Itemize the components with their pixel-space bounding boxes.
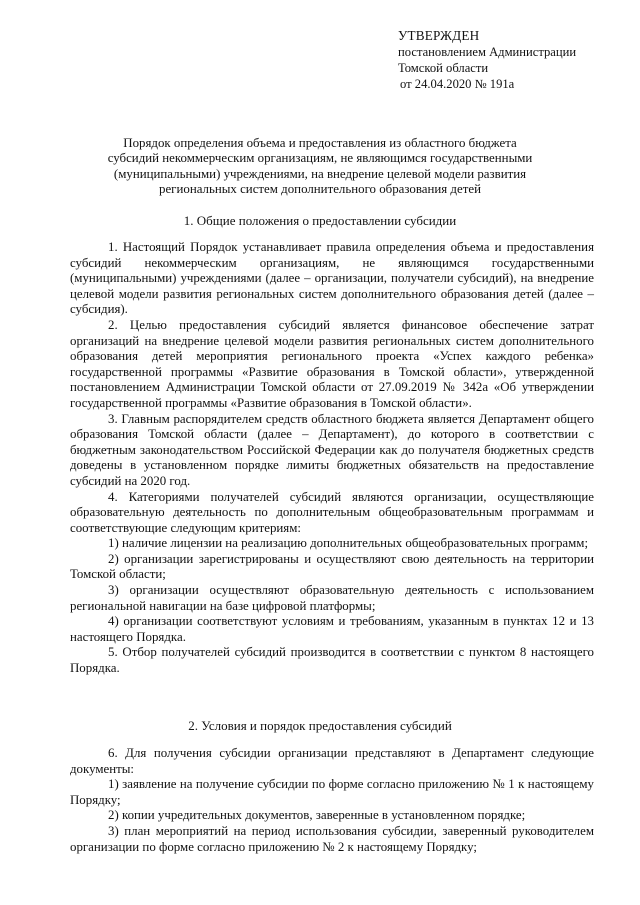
title-line: (муниципальными) учреждениями, на внедрение целевой модели развития — [113, 166, 527, 181]
paragraph: 6. Для получения субсидии организации представляют в Департамент следующие документы: — [70, 746, 594, 776]
paragraph: 4) организации соответствуют условиям и требованиям, указанным в пунктах 12 и 13 настоящего Порядка. — [70, 614, 594, 644]
approval-stamp — [398, 28, 628, 92]
title-line: Порядок определения объема и предоставления из областного бюджета — [123, 136, 517, 150]
paragraph: 2) копии учредительных документов, заверенные в установленном порядке; — [108, 808, 526, 823]
approval-line: постановлением Администрации — [398, 45, 577, 59]
section-1-title: 1. Общие положения о предоставлении субсидии — [183, 213, 457, 228]
section-2-title: 2. Условия и порядок предоставления субсидий — [188, 718, 452, 733]
approval-date-number: от 24.04.2020 № 191а — [400, 77, 515, 91]
approval-heading: УТВЕРЖДЕН — [398, 28, 480, 43]
paragraph: 2. Целью предоставления субсидий является финансовое обеспечение затрат организаций на внедрение целевой модели развития региональных систем дополнительного образования детей мероприятия регионального проекта «Успех каждого ребенка» государственной программы «Развитие образования в Томской области», утвержденной постановлением Администрации Томской области от 27.09.2019 № 342а «Об утверждении государственной программы «Развитие образования в Томской области». — [70, 317, 594, 410]
paragraph: 3) план мероприятий на период использования субсидии, заверенный руководителем организации по форме согласно приложению № 2 к настоящему Порядку; — [70, 823, 594, 854]
paragraph: 2) организации зарегистрированы и осуществляют свою деятельность на территории Томской области; — [70, 551, 594, 582]
title-line: региональных систем дополнительного образования детей — [159, 182, 481, 197]
paragraph: 5. Отбор получателей субсидий производится в соответствии с пунктом 8 настоящего Порядка. — [70, 645, 594, 676]
title-line: субсидий некоммерческим организациям, не являющимся государственными — [107, 151, 533, 166]
paragraph: 1) наличие лицензии на реализацию дополнительных общеобразовательных программ; — [108, 536, 589, 551]
section-1-body — [70, 240, 594, 677]
paragraph: 3. Главным распорядителем средств областного бюджета является Департамент общего образования Томской области (далее – Департамент), до которого в соответствии с бюджетным законодательством Российской Федерации как до получателя бюджетных средств доведены в установленном порядке лимиты бюджетных обязательств на предоставление субсидий на 2020 год. — [70, 411, 594, 488]
document-title — [70, 136, 570, 198]
paragraph: 1) заявление на получение субсидии по форме согласно приложению № 1 к настоящему Порядку; — [70, 777, 594, 807]
section-2-body — [70, 746, 594, 855]
paragraph: 3) организации осуществляют образовательную деятельность с использованием региональной навигации на базе цифровой платформы; — [70, 583, 594, 613]
approval-line: Томской области — [398, 61, 489, 75]
paragraph: 4. Категориями получателей субсидий являются организации, осуществляющие образовательную деятельность по дополнительным общеобразовательным программам и соответствующие следующим критериям: — [70, 489, 594, 535]
paragraph: 1. Настоящий Порядок устанавливает правила определения объема и предоставления субсидий некоммерческим организациям, не являющимся государственными (муниципальными) учреждениями (далее – организации, получатели субсидий), на внедрение целевой модели развития региональных систем дополнительного образования детей (далее – субсидия). — [70, 240, 594, 317]
